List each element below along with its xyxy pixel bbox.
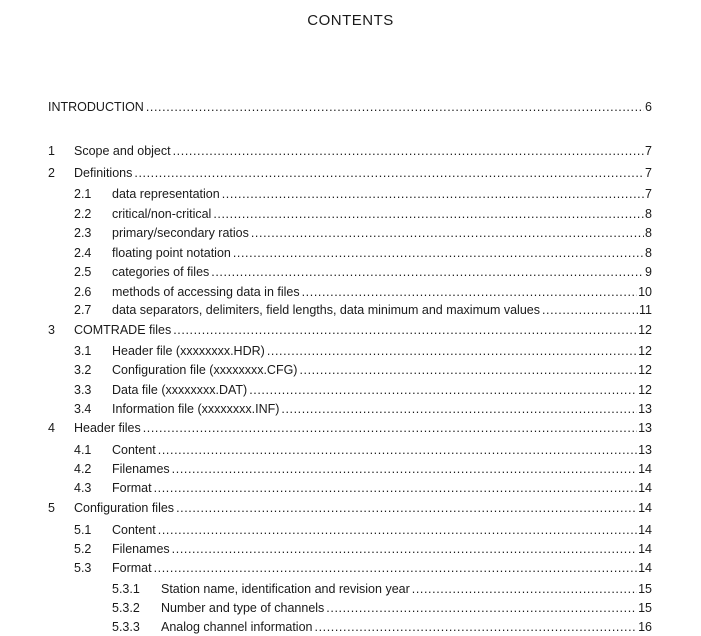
toc-entry-title: Configuration file (xxxxxxxx.CFG) bbox=[112, 363, 298, 377]
toc-entry-page: 9 bbox=[645, 265, 652, 279]
dot-leader bbox=[158, 521, 637, 539]
toc-entry-title: Number and type of channels bbox=[161, 601, 325, 615]
toc-entry-number: 4.1 bbox=[74, 443, 92, 457]
toc-entry-number: 2.6 bbox=[74, 285, 92, 299]
toc-entry bbox=[0, 559, 701, 577]
page-title: CONTENTS bbox=[307, 12, 394, 29]
dot-leader bbox=[249, 381, 637, 399]
toc-entry-number: 5.3.3 bbox=[112, 620, 140, 634]
toc-entry-page: 7 bbox=[645, 166, 652, 180]
toc-entry bbox=[0, 618, 701, 636]
toc-entry bbox=[0, 98, 701, 116]
toc-entry-number: 5.3.2 bbox=[112, 601, 140, 615]
dot-leader bbox=[173, 321, 637, 339]
toc-entry-page: 16 bbox=[638, 620, 652, 634]
toc-entry-page: 12 bbox=[638, 344, 652, 358]
toc-entry-title: Format bbox=[112, 561, 152, 575]
toc-entry-page: 8 bbox=[645, 246, 652, 260]
toc-entry-title: data representation bbox=[112, 187, 220, 201]
dot-leader bbox=[134, 164, 644, 182]
toc-entry bbox=[0, 400, 701, 418]
toc-entry-title: Analog channel information bbox=[161, 620, 313, 634]
toc-entry-page: 14 bbox=[638, 561, 652, 575]
toc-entry-page: 14 bbox=[638, 462, 652, 476]
toc-entry-page: 8 bbox=[645, 226, 652, 240]
toc-entry-number: 2.3 bbox=[74, 226, 92, 240]
dot-leader bbox=[315, 618, 638, 636]
dot-leader bbox=[412, 580, 637, 598]
dot-leader bbox=[251, 224, 644, 242]
toc-entry bbox=[0, 263, 701, 281]
toc-entry bbox=[0, 521, 701, 539]
toc-entry-page: 13 bbox=[638, 443, 652, 457]
toc-entry bbox=[0, 499, 701, 517]
toc-entry-page: 10 bbox=[638, 285, 652, 299]
toc-entry bbox=[0, 599, 701, 617]
toc-entry-title: Information file (xxxxxxxx.INF) bbox=[112, 402, 280, 416]
toc-entry-title: floating point notation bbox=[112, 246, 231, 260]
dot-leader bbox=[146, 98, 644, 116]
dot-leader bbox=[281, 400, 637, 418]
toc-entry bbox=[0, 441, 701, 459]
toc-entry bbox=[0, 224, 701, 242]
toc-entry-title: Header file (xxxxxxxx.HDR) bbox=[112, 344, 265, 358]
dot-leader bbox=[172, 540, 637, 558]
toc-entry bbox=[0, 460, 701, 478]
toc-entry-page: 7 bbox=[645, 144, 652, 158]
toc-entry-page: 15 bbox=[638, 601, 652, 615]
toc-entry-title: Definitions bbox=[74, 166, 133, 180]
toc-entry-number: 2.1 bbox=[74, 187, 92, 201]
toc-entry-number: 3 bbox=[48, 323, 55, 337]
toc-entry-page: 14 bbox=[638, 542, 652, 556]
toc-entry bbox=[0, 283, 701, 301]
dot-leader bbox=[222, 185, 644, 203]
toc-entry-page: 12 bbox=[638, 323, 652, 337]
toc-entry-number: 5.3 bbox=[74, 561, 92, 575]
dot-leader bbox=[158, 441, 637, 459]
toc-entry-number: 5.2 bbox=[74, 542, 92, 556]
toc-entry-number: 5.1 bbox=[74, 523, 92, 537]
toc-entry-page: 14 bbox=[638, 501, 652, 515]
toc-entry-title: categories of files bbox=[112, 265, 210, 279]
toc-entry bbox=[0, 244, 701, 262]
dot-leader bbox=[173, 142, 644, 160]
toc-entry bbox=[0, 580, 701, 598]
toc-entry bbox=[0, 301, 701, 319]
toc-entry-page: 8 bbox=[645, 207, 652, 221]
dot-leader bbox=[542, 301, 638, 319]
dot-leader bbox=[302, 283, 637, 301]
toc-entry-title: Filenames bbox=[112, 542, 170, 556]
toc-entry-number: 1 bbox=[48, 144, 55, 158]
toc-entry-number: 4 bbox=[48, 421, 55, 435]
toc-entry-page: 12 bbox=[638, 363, 652, 377]
toc-entry-title: data separators, delimiters, field lengths, data minimum and maximum values bbox=[112, 303, 540, 317]
toc-entry-title: Station name, identification and revision year bbox=[161, 582, 410, 596]
toc-entry-page: 14 bbox=[638, 523, 652, 537]
toc-entry-number: 3.4 bbox=[74, 402, 92, 416]
dot-leader bbox=[233, 244, 644, 262]
dot-leader bbox=[172, 460, 637, 478]
toc-entry-title: Data file (xxxxxxxx.DAT) bbox=[112, 383, 248, 397]
dot-leader bbox=[326, 599, 637, 617]
toc-entry-title: Scope and object bbox=[74, 144, 171, 158]
toc-entry-page: 14 bbox=[638, 481, 652, 495]
toc-entry-page: 7 bbox=[645, 187, 652, 201]
toc-entry-number: 2.4 bbox=[74, 246, 92, 260]
toc-entry-number: 2.2 bbox=[74, 207, 92, 221]
toc-entry-title: COMTRADE files bbox=[74, 323, 172, 337]
toc-entry-number: 5 bbox=[48, 501, 55, 515]
toc-entry-number: 2 bbox=[48, 166, 55, 180]
dot-leader bbox=[154, 559, 638, 577]
toc-entry-title: methods of accessing data in files bbox=[112, 285, 300, 299]
toc-entry bbox=[0, 205, 701, 223]
dot-leader bbox=[211, 263, 644, 281]
toc-entry-title: INTRODUCTION bbox=[48, 100, 144, 114]
toc-entry-title: Format bbox=[112, 481, 152, 495]
toc-entry-title: Header files bbox=[74, 421, 141, 435]
toc-entry-title: primary/secondary ratios bbox=[112, 226, 249, 240]
toc-entry-page: 13 bbox=[638, 402, 652, 416]
toc-entry-title: critical/non-critical bbox=[112, 207, 212, 221]
dot-leader bbox=[267, 342, 637, 360]
toc-entry bbox=[0, 419, 701, 437]
toc-entry bbox=[0, 381, 701, 399]
dot-leader bbox=[143, 419, 637, 437]
toc-entry bbox=[0, 361, 701, 379]
toc-entry-number: 3.1 bbox=[74, 344, 92, 358]
toc-entry bbox=[0, 185, 701, 203]
dot-leader bbox=[154, 479, 638, 497]
toc-entry-number: 3.2 bbox=[74, 363, 92, 377]
toc-entry bbox=[0, 342, 701, 360]
toc-entry-page: 12 bbox=[638, 383, 652, 397]
toc-entry bbox=[0, 540, 701, 558]
toc-entry-number: 2.7 bbox=[74, 303, 92, 317]
toc-entry bbox=[0, 321, 701, 339]
dot-leader bbox=[213, 205, 644, 223]
toc-entry-number: 2.5 bbox=[74, 265, 92, 279]
toc-entry-title: Content bbox=[112, 523, 156, 537]
toc-entry-number: 3.3 bbox=[74, 383, 92, 397]
toc-entry-number: 5.3.1 bbox=[112, 582, 140, 596]
dot-leader bbox=[299, 361, 637, 379]
toc-entry-number: 4.2 bbox=[74, 462, 92, 476]
dot-leader bbox=[176, 499, 637, 517]
toc-entry-number: 4.3 bbox=[74, 481, 92, 495]
toc-entry-title: Configuration files bbox=[74, 501, 175, 515]
toc-entry bbox=[0, 164, 701, 182]
toc-entry bbox=[0, 479, 701, 497]
toc-entry-page: 15 bbox=[638, 582, 652, 596]
toc-entry-page: 6 bbox=[645, 100, 652, 114]
toc-entry-page: 11 bbox=[639, 303, 652, 317]
toc-entry-title: Filenames bbox=[112, 462, 170, 476]
toc-entry bbox=[0, 142, 701, 160]
toc-entry-title: Content bbox=[112, 443, 156, 457]
toc-entry-page: 13 bbox=[638, 421, 652, 435]
